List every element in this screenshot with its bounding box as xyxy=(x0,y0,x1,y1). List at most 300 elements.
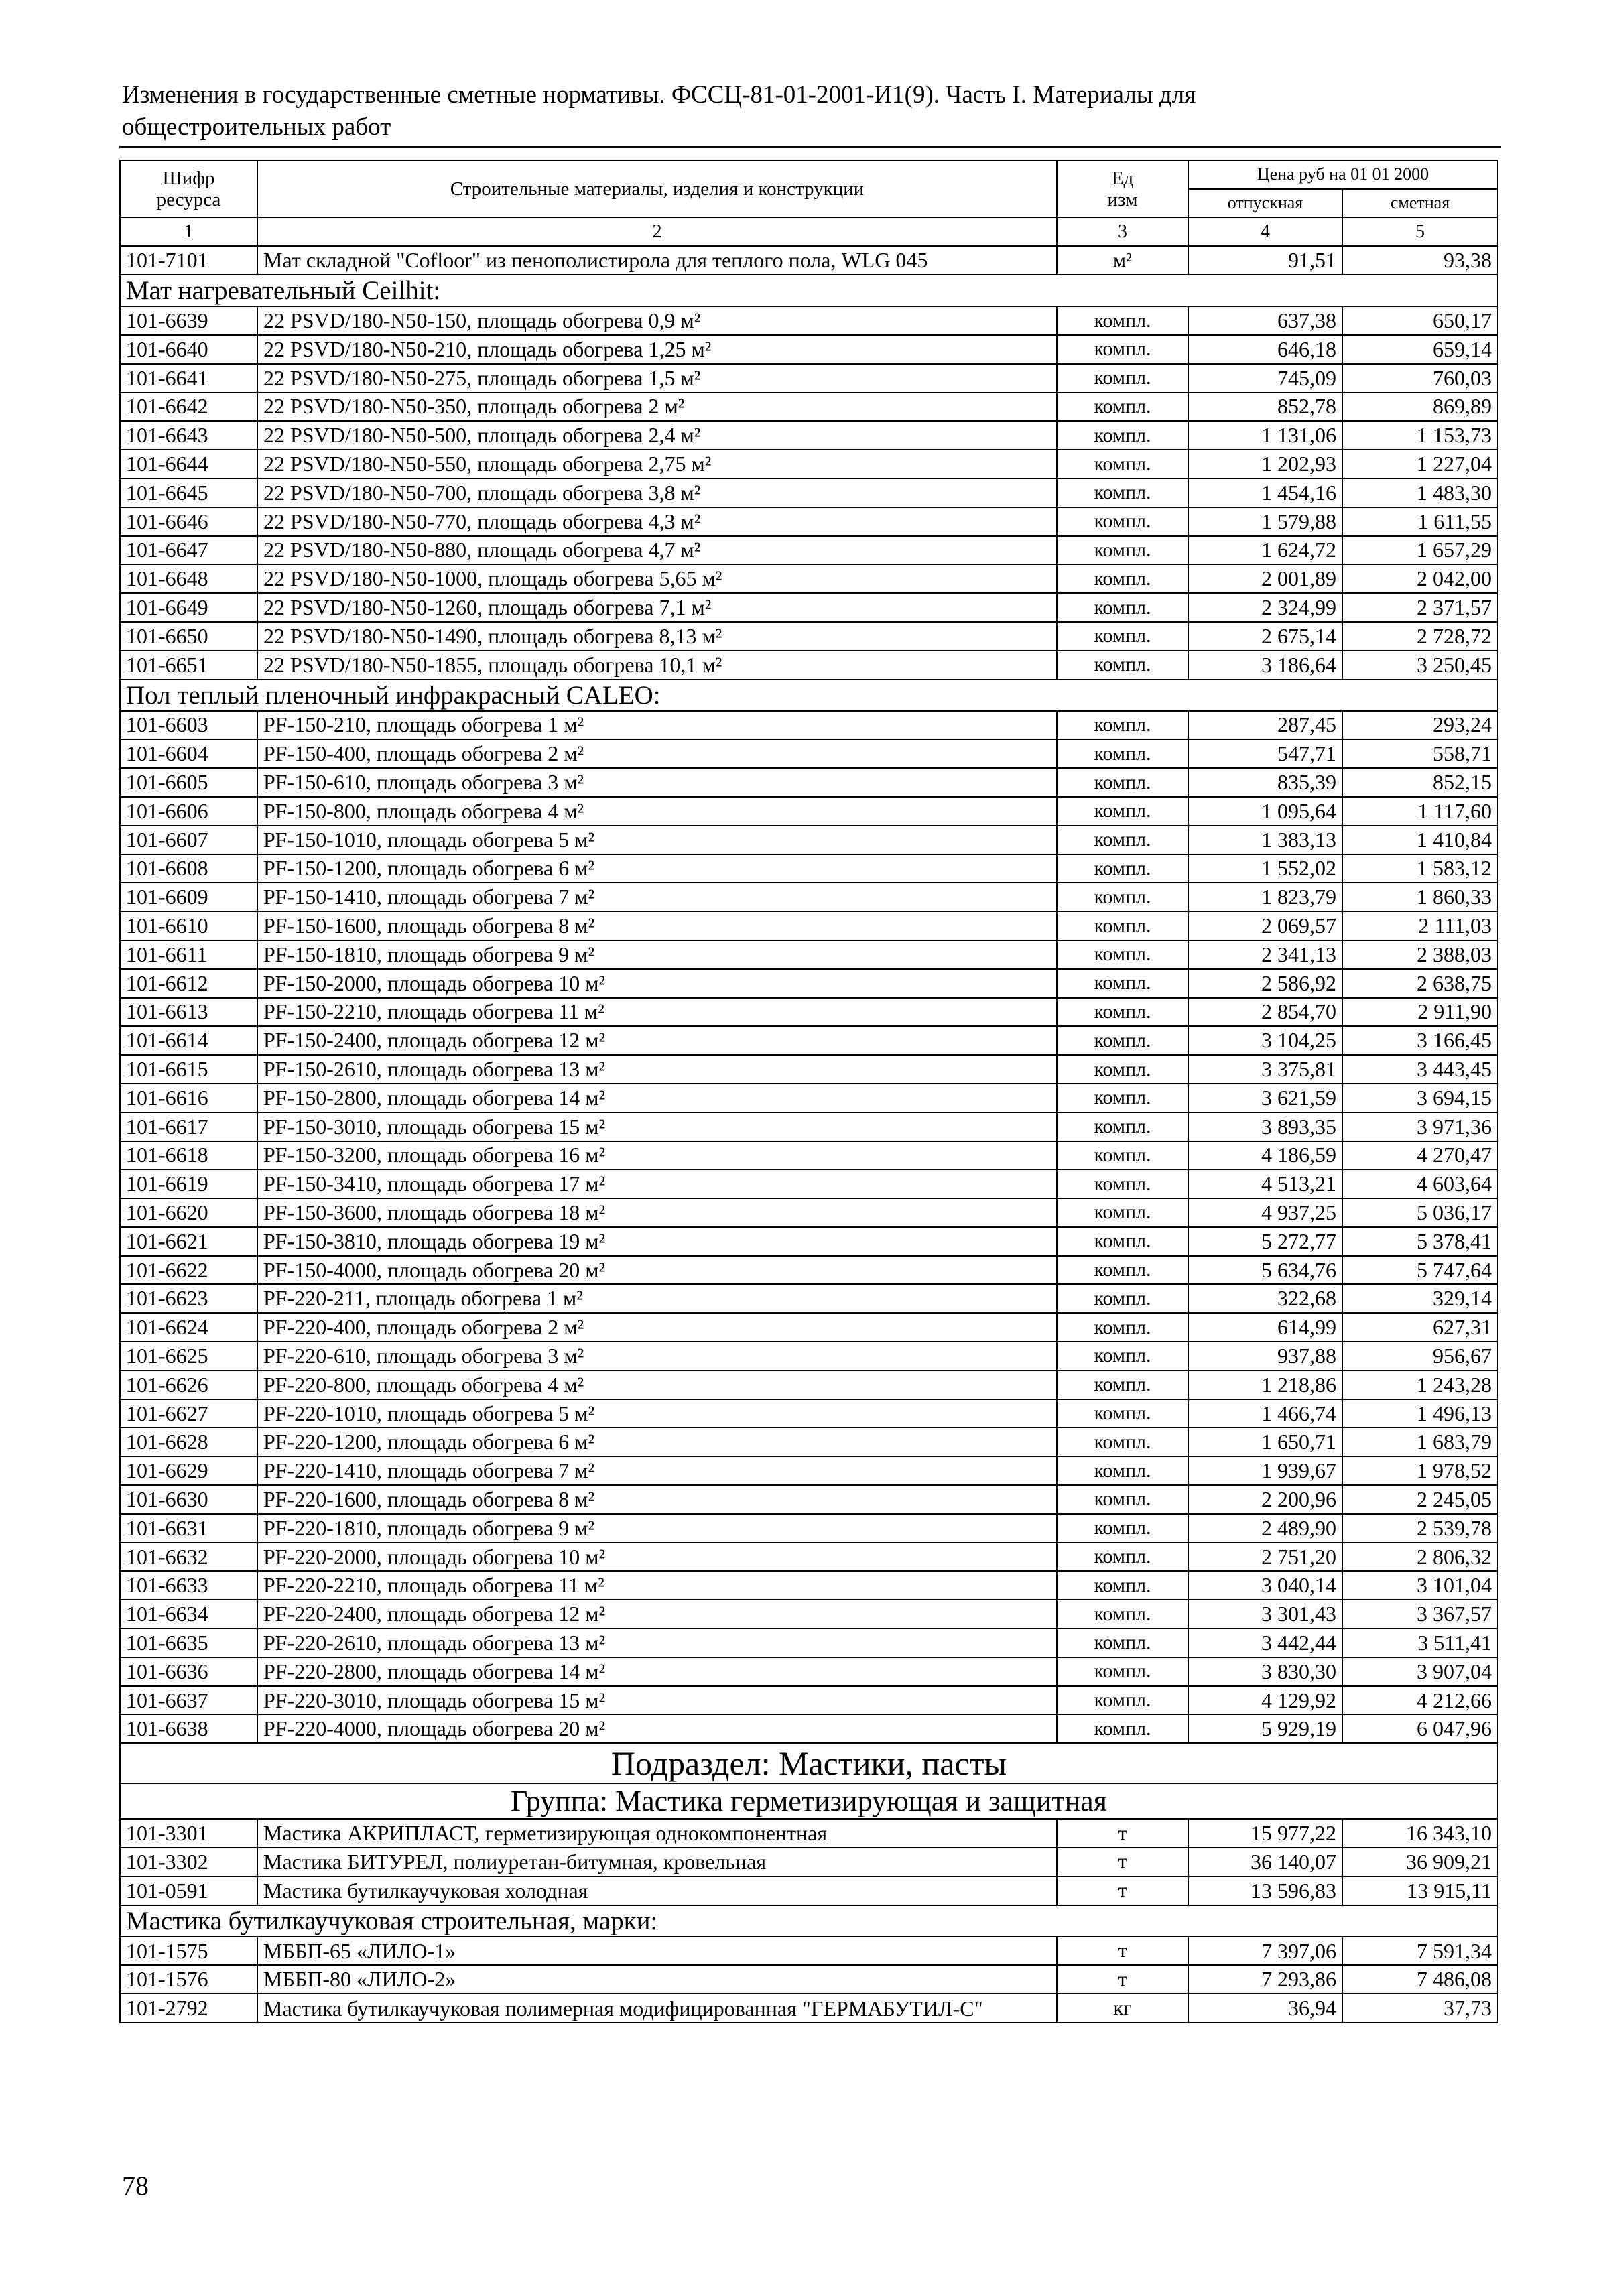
release-price: 2 001,89 xyxy=(1188,564,1342,593)
unit-of-measure: компл. xyxy=(1057,1600,1188,1629)
subsection-title: Подраздел: Мастики, пасты xyxy=(120,1743,1498,1783)
unit-of-measure: компл. xyxy=(1057,1313,1188,1342)
unit-of-measure: компл. xyxy=(1057,940,1188,969)
table-body-d xyxy=(120,1819,1498,1905)
table-row xyxy=(120,421,1498,450)
estimate-price: 3 511,41 xyxy=(1342,1629,1498,1657)
unit-of-measure: компл. xyxy=(1057,1055,1188,1084)
table-row xyxy=(120,1485,1498,1514)
document-header xyxy=(122,79,1328,143)
estimate-price: 16 343,10 xyxy=(1342,1819,1498,1848)
material-name: МББП-65 «ЛИЛО-1» xyxy=(257,1937,1057,1966)
table-row xyxy=(120,1026,1498,1055)
release-price: 1 552,02 xyxy=(1188,854,1342,883)
estimate-price: 2 728,72 xyxy=(1342,622,1498,651)
table-row xyxy=(120,1937,1498,1966)
resource-code: 101-6642 xyxy=(120,393,257,422)
estimate-price: 37,73 xyxy=(1342,1994,1498,2023)
estimate-price: 1 153,73 xyxy=(1342,421,1498,450)
resource-code: 101-0591 xyxy=(120,1876,257,1905)
table-row xyxy=(120,393,1498,422)
resource-code: 101-6644 xyxy=(120,450,257,479)
unit-of-measure: компл. xyxy=(1057,1227,1188,1256)
table-body-e xyxy=(120,1937,1498,1994)
resource-code: 101-6636 xyxy=(120,1657,257,1686)
estimate-price: 852,15 xyxy=(1342,768,1498,797)
unit-of-measure: компл. xyxy=(1057,1399,1188,1428)
table-row xyxy=(120,1084,1498,1112)
material-name: 22 PSVD/180-N50-1000, площадь обогрева 5,65 м² xyxy=(257,564,1057,593)
estimate-price: 2 371,57 xyxy=(1342,593,1498,622)
release-price: 547,71 xyxy=(1188,739,1342,768)
estimate-price: 5 036,17 xyxy=(1342,1198,1498,1227)
unit-of-measure: компл. xyxy=(1057,1629,1188,1657)
unit-of-measure: компл. xyxy=(1057,1514,1188,1543)
material-name: PF-150-3600, площадь обогрева 18 м² xyxy=(257,1198,1057,1227)
group-title-row xyxy=(120,275,1498,306)
material-name: PF-220-4000, площадь обогрева 20 м² xyxy=(257,1714,1057,1743)
table-row xyxy=(120,1284,1498,1313)
resource-code: 101-6628 xyxy=(120,1427,257,1456)
release-price: 2 069,57 xyxy=(1188,911,1342,940)
table-body-b xyxy=(120,306,1498,679)
estimate-price: 2 388,03 xyxy=(1342,940,1498,969)
unit-of-measure: т xyxy=(1057,1848,1188,1876)
table-body-c xyxy=(120,711,1498,1744)
table-row xyxy=(120,651,1498,680)
table-row xyxy=(120,536,1498,565)
release-price: 2 200,96 xyxy=(1188,1485,1342,1514)
release-price: 7 397,06 xyxy=(1188,1937,1342,1966)
resource-code: 101-6616 xyxy=(120,1084,257,1112)
release-price: 4 129,92 xyxy=(1188,1686,1342,1715)
estimate-price: 659,14 xyxy=(1342,335,1498,364)
table-row xyxy=(120,1686,1498,1715)
price-table xyxy=(119,160,1498,2023)
estimate-price: 558,71 xyxy=(1342,739,1498,768)
release-price: 2 751,20 xyxy=(1188,1543,1342,1572)
unit-of-measure: компл. xyxy=(1057,1543,1188,1572)
unit-of-measure: компл. xyxy=(1057,1112,1188,1141)
unit-of-measure: компл. xyxy=(1057,306,1188,335)
resource-code: 101-6633 xyxy=(120,1571,257,1600)
material-name: 22 PSVD/180-N50-880, площадь обогрева 4,7 м² xyxy=(257,536,1057,565)
estimate-price: 1 583,12 xyxy=(1342,854,1498,883)
resource-code: 101-6624 xyxy=(120,1313,257,1342)
unit-of-measure: компл. xyxy=(1057,739,1188,768)
unit-of-measure: компл. xyxy=(1057,797,1188,826)
group-title-caleo: Пол теплый пленочный инфракрасный CALEO: xyxy=(120,680,1498,711)
unit-of-measure: компл. xyxy=(1057,1485,1188,1514)
release-price: 287,45 xyxy=(1188,711,1342,740)
estimate-price: 627,31 xyxy=(1342,1313,1498,1342)
resource-code: 101-6640 xyxy=(120,335,257,364)
release-price: 1 383,13 xyxy=(1188,826,1342,854)
release-price: 3 104,25 xyxy=(1188,1026,1342,1055)
unit-of-measure: компл. xyxy=(1057,421,1188,450)
material-name: 22 PSVD/180-N50-275, площадь обогрева 1,5 м² xyxy=(257,364,1057,393)
table-row xyxy=(120,1456,1498,1485)
unit-of-measure: компл. xyxy=(1057,969,1188,998)
material-name: PF-220-1810, площадь обогрева 9 м² xyxy=(257,1514,1057,1543)
material-name: PF-150-2800, площадь обогрева 14 м² xyxy=(257,1084,1057,1112)
table-row xyxy=(120,246,1498,275)
release-price: 4 937,25 xyxy=(1188,1198,1342,1227)
resource-code: 101-6622 xyxy=(120,1256,257,1285)
table-row xyxy=(120,1819,1498,1848)
estimate-price: 2 245,05 xyxy=(1342,1485,1498,1514)
table-row xyxy=(120,826,1498,854)
material-name: PF-220-2610, площадь обогрева 13 м² xyxy=(257,1629,1057,1657)
col-header-release: отпускная xyxy=(1188,189,1342,218)
table-row xyxy=(120,564,1498,593)
resource-code: 101-3302 xyxy=(120,1848,257,1876)
group-title-butyl: Мастика бутилкаучуковая строительная, марки: xyxy=(120,1905,1498,1937)
resource-code: 101-6609 xyxy=(120,883,257,911)
resource-code: 101-1575 xyxy=(120,1937,257,1966)
resource-code: 101-6635 xyxy=(120,1629,257,1657)
material-name: PF-150-2610, площадь обогрева 13 м² xyxy=(257,1055,1057,1084)
estimate-price: 3 694,15 xyxy=(1342,1084,1498,1112)
material-name: PF-220-400, площадь обогрева 2 м² xyxy=(257,1313,1057,1342)
material-name: МББП-80 «ЛИЛО-2» xyxy=(257,1965,1057,1994)
release-price: 3 893,35 xyxy=(1188,1112,1342,1141)
resource-code: 101-7101 xyxy=(120,246,257,275)
table-row xyxy=(120,1657,1498,1686)
table-row xyxy=(120,1399,1498,1428)
resource-code: 101-2792 xyxy=(120,1994,257,2023)
table-row xyxy=(120,883,1498,911)
material-name: PF-150-210, площадь обогрева 1 м² xyxy=(257,711,1057,740)
release-price: 13 596,83 xyxy=(1188,1876,1342,1905)
release-price: 1 650,71 xyxy=(1188,1427,1342,1456)
release-price: 91,51 xyxy=(1188,246,1342,275)
resource-code: 101-6626 xyxy=(120,1370,257,1399)
resource-code: 101-6625 xyxy=(120,1342,257,1370)
release-price: 1 939,67 xyxy=(1188,1456,1342,1485)
resource-code: 101-6638 xyxy=(120,1714,257,1743)
material-name: Мастика БИТУРЕЛ, полиуретан-битумная, кровельная xyxy=(257,1848,1057,1876)
release-price: 3 186,64 xyxy=(1188,651,1342,680)
material-name: PF-150-1200, площадь обогрева 6 м² xyxy=(257,854,1057,883)
estimate-price: 760,03 xyxy=(1342,364,1498,393)
release-price: 5 272,77 xyxy=(1188,1227,1342,1256)
unit-of-measure: компл. xyxy=(1057,622,1188,651)
release-price: 2 489,90 xyxy=(1188,1514,1342,1543)
unit-of-measure: компл. xyxy=(1057,651,1188,680)
resource-code: 101-6645 xyxy=(120,479,257,507)
material-name: PF-220-1010, площадь обогрева 5 м² xyxy=(257,1399,1057,1428)
group-title-row xyxy=(120,680,1498,711)
estimate-price: 2 638,75 xyxy=(1342,969,1498,998)
table-row xyxy=(120,1994,1498,2023)
table-row xyxy=(120,1965,1498,1994)
release-price: 1 131,06 xyxy=(1188,421,1342,450)
material-name: PF-220-800, площадь обогрева 4 м² xyxy=(257,1370,1057,1399)
table-row xyxy=(120,1571,1498,1600)
col-header-name: Строительные материалы, изделия и конструкции xyxy=(257,160,1057,218)
material-name: PF-220-2800, площадь обогрева 14 м² xyxy=(257,1657,1057,1686)
release-price: 637,38 xyxy=(1188,306,1342,335)
release-price: 1 454,16 xyxy=(1188,479,1342,507)
unit-of-measure: компл. xyxy=(1057,564,1188,593)
release-price: 3 301,43 xyxy=(1188,1600,1342,1629)
unit-of-measure: компл. xyxy=(1057,1084,1188,1112)
estimate-price: 2 111,03 xyxy=(1342,911,1498,940)
release-price: 4 513,21 xyxy=(1188,1169,1342,1198)
table-row xyxy=(120,1112,1498,1141)
resource-code: 101-6634 xyxy=(120,1600,257,1629)
release-price: 1 218,86 xyxy=(1188,1370,1342,1399)
material-name: PF-220-3010, площадь обогрева 15 м² xyxy=(257,1686,1057,1715)
resource-code: 101-6643 xyxy=(120,421,257,450)
estimate-price: 1 683,79 xyxy=(1342,1427,1498,1456)
estimate-price: 293,24 xyxy=(1342,711,1498,740)
resource-code: 101-6639 xyxy=(120,306,257,335)
resource-code: 101-6648 xyxy=(120,564,257,593)
release-price: 3 830,30 xyxy=(1188,1657,1342,1686)
material-name: PF-150-3010, площадь обогрева 15 м² xyxy=(257,1112,1057,1141)
unit-of-measure: компл. xyxy=(1057,1141,1188,1170)
resource-code: 101-1576 xyxy=(120,1965,257,1994)
table-row xyxy=(120,998,1498,1027)
estimate-price: 2 539,78 xyxy=(1342,1514,1498,1543)
estimate-price: 1 117,60 xyxy=(1342,797,1498,826)
resource-code: 101-6646 xyxy=(120,507,257,536)
estimate-price: 7 486,08 xyxy=(1342,1965,1498,1994)
estimate-price: 1 410,84 xyxy=(1342,826,1498,854)
column-number-row xyxy=(120,218,1498,247)
estimate-price: 869,89 xyxy=(1342,393,1498,422)
resource-code: 101-6621 xyxy=(120,1227,257,1256)
resource-code: 101-6620 xyxy=(120,1198,257,1227)
material-name: PF-220-2400, площадь обогрева 12 м² xyxy=(257,1600,1057,1629)
table-row xyxy=(120,940,1498,969)
unit-of-measure: компл. xyxy=(1057,911,1188,940)
resource-code: 101-6604 xyxy=(120,739,257,768)
material-name: 22 PSVD/180-N50-500, площадь обогрева 2,4 м² xyxy=(257,421,1057,450)
unit-of-measure: компл. xyxy=(1057,507,1188,536)
release-price: 2 854,70 xyxy=(1188,998,1342,1027)
resource-code: 101-6617 xyxy=(120,1112,257,1141)
unit-of-measure: т xyxy=(1057,1937,1188,1966)
resource-code: 101-6623 xyxy=(120,1284,257,1313)
estimate-price: 329,14 xyxy=(1342,1284,1498,1313)
group-title-row xyxy=(120,1905,1498,1937)
material-name: 22 PSVD/180-N50-1260, площадь обогрева 7,1 м² xyxy=(257,593,1057,622)
table-row xyxy=(120,1198,1498,1227)
column-number: 3 xyxy=(1057,218,1188,247)
unit-of-measure: компл. xyxy=(1057,1456,1188,1485)
header-line-1: Изменения в государственные сметные нормативы. ФССЦ-81-01-2001-И1(9). Часть I. Материалы для xyxy=(122,81,1196,109)
resource-code: 101-6610 xyxy=(120,911,257,940)
table-row xyxy=(120,1370,1498,1399)
estimate-price: 1 978,52 xyxy=(1342,1456,1498,1485)
material-name: PF-150-2400, площадь обогрева 12 м² xyxy=(257,1026,1057,1055)
release-price: 2 341,13 xyxy=(1188,940,1342,969)
material-name: Мастика бутилкаучуковая полимерная модифицированная "ГЕРМАБУТИЛ-С" xyxy=(257,1994,1057,2023)
release-price: 2 675,14 xyxy=(1188,622,1342,651)
unit-of-measure: компл. xyxy=(1057,1026,1188,1055)
unit-of-measure: компл. xyxy=(1057,479,1188,507)
resource-code: 101-6649 xyxy=(120,593,257,622)
table-body-f xyxy=(120,1994,1498,2023)
resource-code: 101-6605 xyxy=(120,768,257,797)
table-row xyxy=(120,1543,1498,1572)
unit-of-measure: компл. xyxy=(1057,1686,1188,1715)
resource-code: 101-6611 xyxy=(120,940,257,969)
unit-of-measure: м² xyxy=(1057,246,1188,275)
material-name: PF-220-610, площадь обогрева 3 м² xyxy=(257,1342,1057,1370)
table-row xyxy=(120,1600,1498,1629)
material-name: PF-150-610, площадь обогрева 3 м² xyxy=(257,768,1057,797)
table-row xyxy=(120,364,1498,393)
estimate-price: 4 270,47 xyxy=(1342,1141,1498,1170)
resource-code: 101-6612 xyxy=(120,969,257,998)
column-number: 1 xyxy=(120,218,257,247)
release-price: 835,39 xyxy=(1188,768,1342,797)
release-price: 36,94 xyxy=(1188,1994,1342,2023)
header-line-2: общестроительных работ xyxy=(122,113,391,141)
resource-code: 101-6631 xyxy=(120,1514,257,1543)
table-row xyxy=(120,1055,1498,1084)
estimate-price: 3 367,57 xyxy=(1342,1600,1498,1629)
release-price: 15 977,22 xyxy=(1188,1819,1342,1848)
unit-of-measure: компл. xyxy=(1057,1714,1188,1743)
estimate-price: 2 911,90 xyxy=(1342,998,1498,1027)
estimate-price: 6 047,96 xyxy=(1342,1714,1498,1743)
table-row xyxy=(120,1169,1498,1198)
resource-code: 101-6619 xyxy=(120,1169,257,1198)
material-name: 22 PSVD/180-N50-150, площадь обогрева 0,9 м² xyxy=(257,306,1057,335)
table-row xyxy=(120,335,1498,364)
estimate-price: 3 443,45 xyxy=(1342,1055,1498,1084)
resource-code: 101-6615 xyxy=(120,1055,257,1084)
material-name: 22 PSVD/180-N50-1490, площадь обогрева 8,13 м² xyxy=(257,622,1057,651)
release-price: 1 466,74 xyxy=(1188,1399,1342,1428)
material-name: PF-150-4000, площадь обогрева 20 м² xyxy=(257,1256,1057,1285)
unit-of-measure: компл. xyxy=(1057,335,1188,364)
material-name: Мастика бутилкаучуковая холодная xyxy=(257,1876,1057,1905)
release-price: 2 586,92 xyxy=(1188,969,1342,998)
unit-of-measure: компл. xyxy=(1057,593,1188,622)
material-name: PF-220-211, площадь обогрева 1 м² xyxy=(257,1284,1057,1313)
resource-code: 101-6651 xyxy=(120,651,257,680)
estimate-price: 4 603,64 xyxy=(1342,1169,1498,1198)
resource-code: 101-6641 xyxy=(120,364,257,393)
header-rule xyxy=(119,146,1501,148)
release-price: 5 634,76 xyxy=(1188,1256,1342,1285)
unit-of-measure: компл. xyxy=(1057,826,1188,854)
release-price: 1 202,93 xyxy=(1188,450,1342,479)
table-row xyxy=(120,1629,1498,1657)
material-name: PF-220-1410, площадь обогрева 7 м² xyxy=(257,1456,1057,1485)
estimate-price: 3 101,04 xyxy=(1342,1571,1498,1600)
table-row xyxy=(120,1342,1498,1370)
estimate-price: 1 227,04 xyxy=(1342,450,1498,479)
release-price: 4 186,59 xyxy=(1188,1141,1342,1170)
table-body-a xyxy=(120,246,1498,275)
resource-code: 101-6606 xyxy=(120,797,257,826)
resource-code: 101-6627 xyxy=(120,1399,257,1428)
col-header-code: Шифр ресурса xyxy=(120,160,257,218)
table-row xyxy=(120,622,1498,651)
resource-code: 101-6647 xyxy=(120,536,257,565)
unit-of-measure: т xyxy=(1057,1965,1188,1994)
material-name: 22 PSVD/180-N50-550, площадь обогрева 2,75 м² xyxy=(257,450,1057,479)
group-title-ceilhit: Мат нагревательный Ceilhit: xyxy=(120,275,1498,306)
column-number: 4 xyxy=(1188,218,1342,247)
estimate-price: 93,38 xyxy=(1342,246,1498,275)
estimate-price: 2 042,00 xyxy=(1342,564,1498,593)
estimate-price: 1 243,28 xyxy=(1342,1370,1498,1399)
table-row xyxy=(120,1714,1498,1743)
table-row xyxy=(120,739,1498,768)
estimate-price: 7 591,34 xyxy=(1342,1937,1498,1966)
resource-code: 101-6608 xyxy=(120,854,257,883)
table-row xyxy=(120,306,1498,335)
resource-code: 101-6607 xyxy=(120,826,257,854)
table-row xyxy=(120,1848,1498,1876)
estimate-price: 1 860,33 xyxy=(1342,883,1498,911)
release-price: 614,99 xyxy=(1188,1313,1342,1342)
resource-code: 101-6614 xyxy=(120,1026,257,1055)
estimate-price: 1 483,30 xyxy=(1342,479,1498,507)
resource-code: 101-6637 xyxy=(120,1686,257,1715)
material-name: 22 PSVD/180-N50-700, площадь обогрева 3,8 м² xyxy=(257,479,1057,507)
material-name: PF-150-2000, площадь обогрева 10 м² xyxy=(257,969,1057,998)
resource-code: 101-3301 xyxy=(120,1819,257,1848)
table-row xyxy=(120,450,1498,479)
resource-code: 101-6618 xyxy=(120,1141,257,1170)
release-price: 1 095,64 xyxy=(1188,797,1342,826)
material-name: PF-150-1600, площадь обогрева 8 м² xyxy=(257,911,1057,940)
column-number: 5 xyxy=(1342,218,1498,247)
material-name: PF-150-1810, площадь обогрева 9 м² xyxy=(257,940,1057,969)
unit-of-measure: компл. xyxy=(1057,450,1188,479)
table-row xyxy=(120,1514,1498,1543)
estimate-price: 956,67 xyxy=(1342,1342,1498,1370)
page-number: 78 xyxy=(122,2171,149,2201)
col-header-unit: Ед изм xyxy=(1057,160,1188,218)
release-price: 937,88 xyxy=(1188,1342,1342,1370)
release-price: 745,09 xyxy=(1188,364,1342,393)
estimate-price: 36 909,21 xyxy=(1342,1848,1498,1876)
estimate-price: 5 747,64 xyxy=(1342,1256,1498,1285)
resource-code: 101-6630 xyxy=(120,1485,257,1514)
material-name: Мастика АКРИПЛАСТ, герметизирующая однокомпонентная xyxy=(257,1819,1057,1848)
material-name: PF-150-800, площадь обогрева 4 м² xyxy=(257,797,1057,826)
material-name: PF-150-400, площадь обогрева 2 м² xyxy=(257,739,1057,768)
unit-of-measure: компл. xyxy=(1057,1169,1188,1198)
estimate-price: 13 915,11 xyxy=(1342,1876,1498,1905)
unit-of-measure: компл. xyxy=(1057,1284,1188,1313)
release-price: 322,68 xyxy=(1188,1284,1342,1313)
material-name: 22 PSVD/180-N50-350, площадь обогрева 2 м² xyxy=(257,393,1057,422)
release-price: 3 442,44 xyxy=(1188,1629,1342,1657)
table-row xyxy=(120,1427,1498,1456)
material-name: Мат складной "Cofloor" из пенополистирола для теплого пола, WLG 045 xyxy=(257,246,1057,275)
unit-of-measure: компл. xyxy=(1057,536,1188,565)
table-row xyxy=(120,1876,1498,1905)
table-row xyxy=(120,969,1498,998)
table-row xyxy=(120,768,1498,797)
release-price: 1 624,72 xyxy=(1188,536,1342,565)
estimate-price: 2 806,32 xyxy=(1342,1543,1498,1572)
material-name: PF-220-1600, площадь обогрева 8 м² xyxy=(257,1485,1057,1514)
unit-of-measure: компл. xyxy=(1057,1370,1188,1399)
estimate-price: 4 212,66 xyxy=(1342,1686,1498,1715)
